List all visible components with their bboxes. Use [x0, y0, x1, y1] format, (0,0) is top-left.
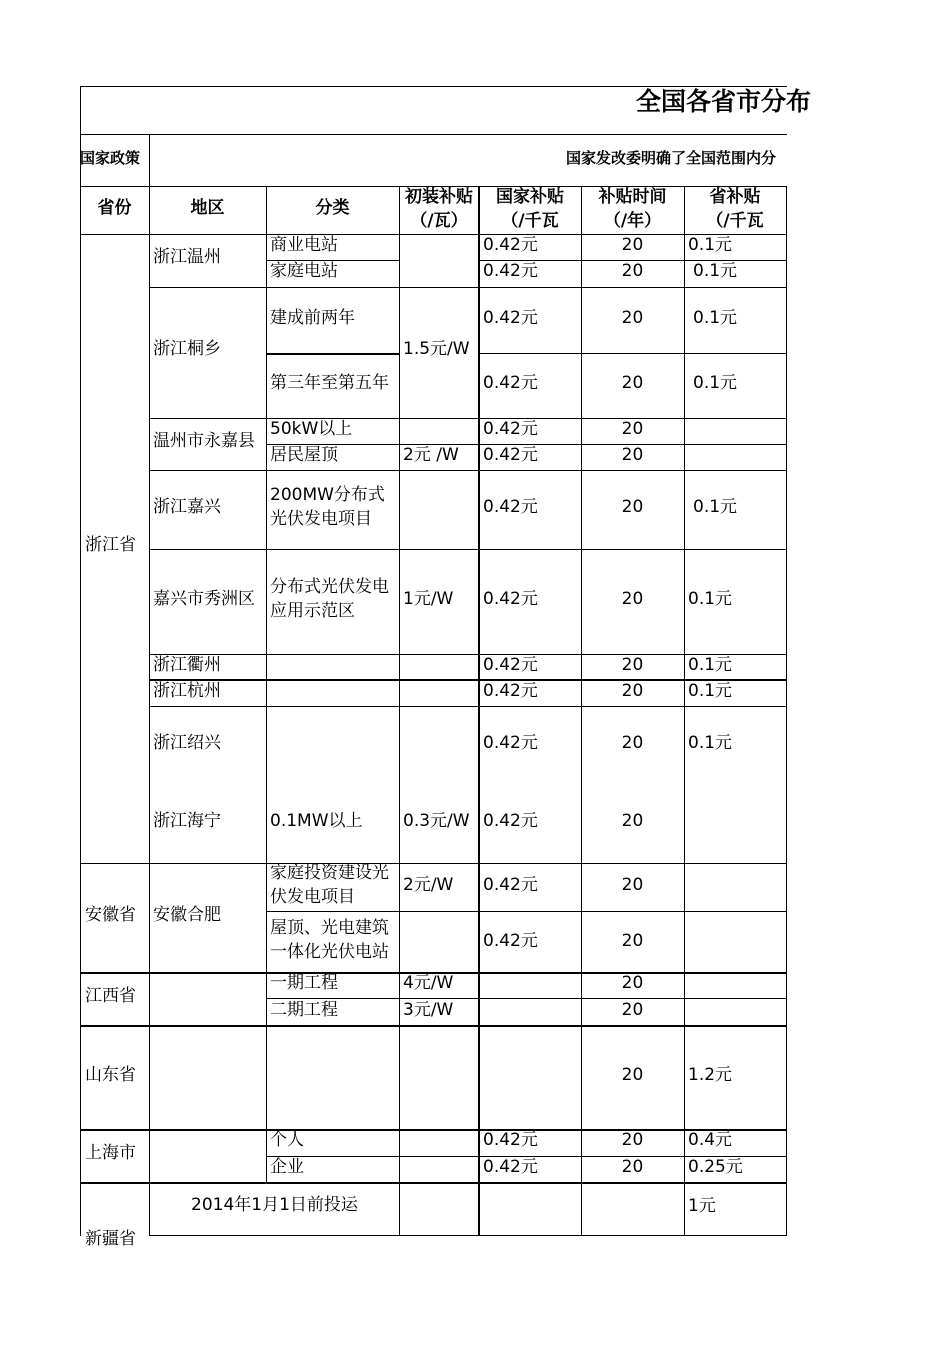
category-cell: 居民屋顶 [270, 445, 338, 465]
category-cell: 应用示范区 [270, 601, 355, 621]
region-cell-merged: 2014年1月1日前投运 [191, 1195, 358, 1215]
national-cell: 0.42元 [483, 1157, 538, 1177]
national-cell: 0.42元 [483, 655, 538, 675]
sheet-title: 全国各省市分布 [636, 87, 812, 116]
category-cell: 一体化光伏电站 [270, 942, 389, 962]
region-cell: 浙江衢州 [153, 655, 221, 675]
row-line [479, 353, 786, 354]
period-cell: 20 [621, 589, 644, 609]
row-line [149, 287, 786, 288]
category-cell: 屋顶、光电建筑 [270, 918, 389, 938]
national-cell: 0.42元 [483, 811, 538, 831]
period-cell: 20 [621, 419, 644, 439]
region-cell: 浙江绍兴 [153, 733, 221, 753]
col-divider-initial [478, 186, 480, 1236]
row-line [266, 998, 786, 999]
row-line [149, 706, 786, 707]
header-region: 地区 [190, 198, 225, 218]
national-cell: 0.42元 [483, 681, 538, 701]
period-cell: 20 [621, 308, 644, 328]
national-cell: 0.42元 [483, 875, 538, 895]
national-cell: 0.42元 [483, 931, 538, 951]
title-row-bottom [80, 134, 787, 135]
provincial-cell: 0.1元 [693, 373, 738, 393]
period-cell: 20 [621, 1065, 644, 1085]
category-cell: 分布式光伏发电 [270, 577, 389, 597]
category-cell: 建成前两年 [270, 308, 355, 328]
category-cell: 家庭投资建设光 [270, 863, 389, 883]
period-cell: 20 [621, 973, 644, 993]
province-cell: 安徽省 [85, 905, 136, 925]
national-cell: 0.42元 [483, 308, 538, 328]
province-cell: 江西省 [85, 986, 136, 1006]
header-period: 补贴时间 （/年） [598, 187, 667, 231]
initial-cell: 4元/W [403, 973, 454, 993]
period-cell: 20 [621, 931, 644, 951]
col-divider-category [399, 186, 400, 1236]
provincial-cell: 0.4元 [688, 1130, 733, 1150]
provincial-cell: 0.25元 [688, 1157, 743, 1177]
province-cell: 山东省 [85, 1065, 136, 1085]
national-cell: 0.42元 [483, 235, 538, 255]
national-cell: 0.42元 [483, 373, 538, 393]
province-cell: 浙江省 [85, 535, 136, 555]
region-cell: 浙江海宁 [153, 811, 221, 831]
initial-cell: 2元 /W [403, 445, 459, 465]
provincial-cell: 0.1元 [688, 681, 733, 701]
provincial-cell: 1.2元 [688, 1065, 733, 1085]
row-line [80, 863, 786, 864]
period-cell: 20 [621, 1000, 644, 1020]
period-cell: 20 [621, 811, 644, 831]
category-cell: 光伏发电项目 [270, 509, 372, 529]
category-cell: 50kW以上 [270, 419, 353, 439]
border-right [786, 186, 787, 1236]
national-cell: 0.42元 [483, 261, 538, 281]
provincial-cell: 0.1元 [693, 261, 738, 281]
period-cell: 20 [621, 1130, 644, 1150]
row-line [80, 1182, 786, 1184]
category-cell: 一期工程 [270, 973, 338, 993]
category-cell: 200MW分布式 [270, 485, 385, 505]
header-provincial: 省补贴 （/千瓦 [706, 187, 764, 231]
region-cell: 安徽合肥 [153, 905, 221, 925]
provincial-cell: 0.1元 [688, 655, 733, 675]
provincial-cell: 0.1元 [693, 497, 738, 517]
category-cell: 伏发电项目 [270, 887, 355, 907]
period-cell: 20 [621, 235, 644, 255]
category-cell: 二期工程 [270, 1000, 338, 1020]
initial-cell: 1元/W [403, 589, 454, 609]
row-line [149, 549, 786, 550]
national-cell: 0.42元 [483, 497, 538, 517]
row-line [266, 353, 399, 355]
region-cell: 浙江桐乡 [153, 339, 221, 359]
policy-label: 国家政策 [80, 149, 141, 167]
category-cell: 商业电站 [270, 235, 338, 255]
period-cell: 20 [621, 1157, 644, 1177]
header-province: 省份 [97, 198, 132, 218]
row-line [149, 1235, 786, 1236]
national-cell: 0.42元 [483, 445, 538, 465]
initial-cell: 1.5元/W [403, 339, 470, 359]
policy-divider [149, 134, 150, 186]
period-cell: 20 [621, 373, 644, 393]
region-cell: 浙江杭州 [153, 681, 221, 701]
provincial-cell: 0.1元 [688, 733, 733, 753]
col-divider-region [266, 186, 267, 1184]
national-cell: 0.42元 [483, 589, 538, 609]
national-cell: 0.42元 [483, 419, 538, 439]
category-cell: 0.1MW以上 [270, 811, 363, 831]
period-cell: 20 [621, 655, 644, 675]
region-cell: 浙江嘉兴 [153, 497, 221, 517]
period-cell: 20 [621, 445, 644, 465]
region-cell: 浙江温州 [153, 247, 221, 267]
policy-text: 国家发改委明确了全国范围内分 [566, 149, 777, 167]
category-cell: 第三年至第五年 [270, 373, 389, 393]
row-line [149, 470, 786, 471]
national-cell: 0.42元 [483, 1130, 538, 1150]
category-cell: 个人 [270, 1130, 304, 1150]
provincial-cell: 0.1元 [688, 235, 733, 255]
border-left [80, 86, 81, 1236]
initial-cell: 2元/W [403, 875, 454, 895]
province-cell: 新疆省 [85, 1229, 136, 1249]
period-cell: 20 [621, 497, 644, 517]
col-divider-period [684, 186, 685, 1236]
category-cell: 企业 [270, 1157, 304, 1177]
header-category: 分类 [315, 198, 350, 218]
period-cell: 20 [621, 875, 644, 895]
provincial-cell: 0.1元 [693, 308, 738, 328]
period-cell: 20 [621, 733, 644, 753]
col-divider-province [149, 186, 150, 1236]
row-line [266, 911, 786, 912]
header-initial: 初装补贴 （/瓦） [405, 187, 473, 231]
initial-cell: 0.3元/W [403, 811, 470, 831]
initial-cell: 3元/W [403, 1000, 454, 1020]
row-line [149, 418, 786, 419]
national-cell: 0.42元 [483, 733, 538, 753]
header-national: 国家补贴 （/千瓦 [496, 187, 564, 231]
province-cell: 上海市 [85, 1143, 136, 1163]
region-cell: 嘉兴市秀洲区 [153, 589, 255, 609]
provincial-cell: 1元 [688, 1196, 716, 1216]
region-cell: 温州市永嘉县 [153, 431, 255, 451]
provincial-cell: 0.1元 [688, 589, 733, 609]
category-cell: 家庭电站 [270, 261, 338, 281]
period-cell: 20 [621, 261, 644, 281]
row-line [80, 1025, 786, 1027]
period-cell: 20 [621, 681, 644, 701]
